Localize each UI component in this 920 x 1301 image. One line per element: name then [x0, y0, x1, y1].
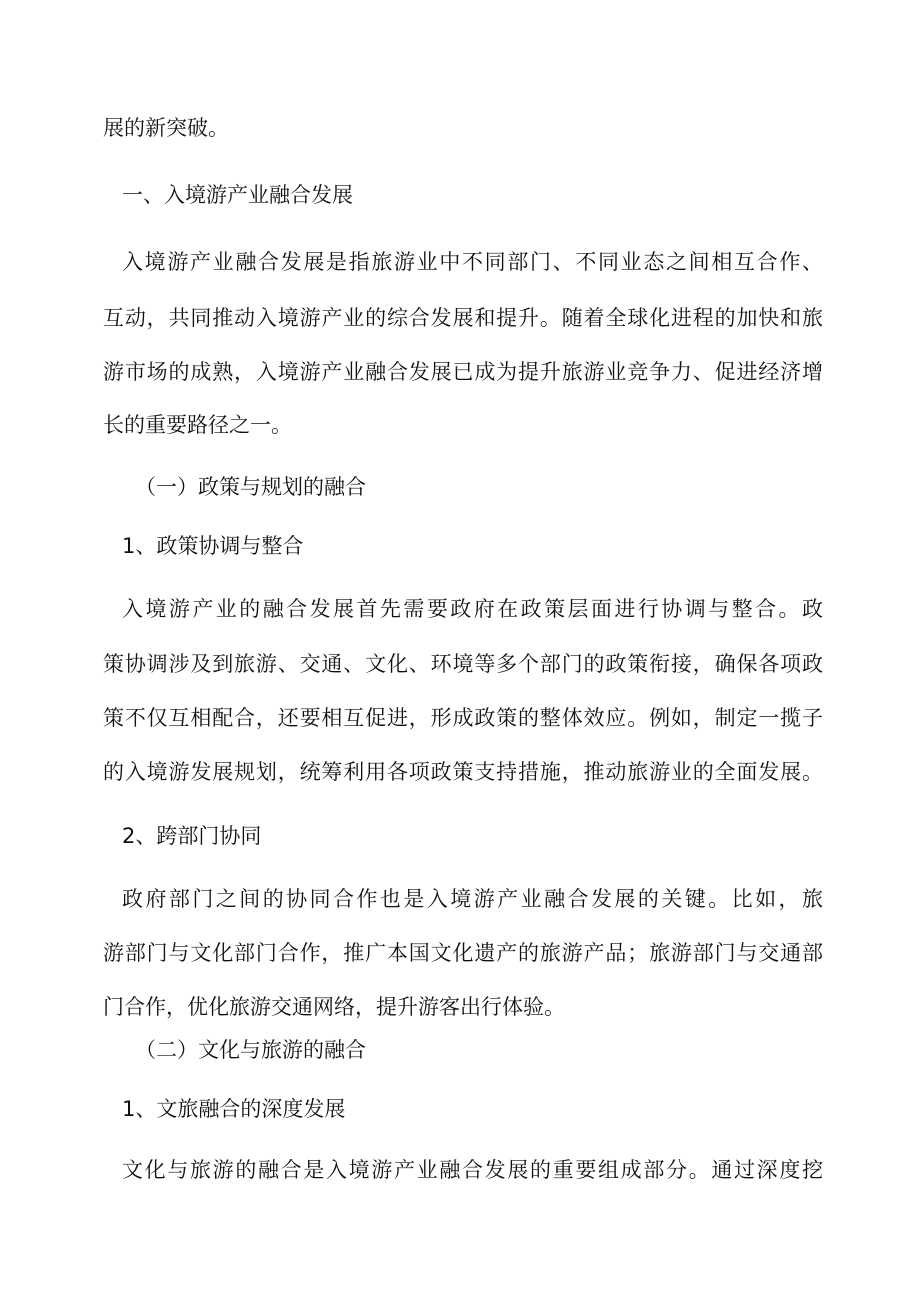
paragraph-line: 入境游产业融合发展是指旅游业中不同部门、不同业态之间相互合作、: [122, 250, 823, 274]
paragraph-line: 长的重要路径之一。: [103, 413, 292, 437]
paragraph-line: 门合作，优化旅游交通网络，提升游客出行体验。: [103, 995, 565, 1019]
paragraph-line: 策不仅互相配合，还要相互促进，形成政策的整体效应。例如，制定一揽子: [103, 706, 823, 730]
paragraph-line: 的入境游发展规划，统筹利用各项政策支持措施，推动旅游业的全面发展。: [103, 760, 823, 784]
paragraph-line: 游市场的成熟，入境游产业融合发展已成为提升旅游业竞争力、促进经济增: [103, 360, 823, 384]
section-heading: 一、入境游产业融合发展: [122, 183, 353, 207]
paragraph-line: 展的新突破。: [103, 116, 229, 140]
paragraph-line: 策协调涉及到旅游、交通、文化、环境等多个部门的政策衔接，确保各项政: [103, 652, 823, 676]
item-heading: 1、文旅融合的深度发展: [122, 1097, 346, 1121]
paragraph-line: 政府部门之间的协同合作也是入境游产业融合发展的关键。比如，旅: [122, 887, 823, 911]
subsection-heading: （一）政策与规划的融合: [135, 475, 366, 499]
paragraph-line: 入境游产业的融合发展首先需要政府在政策层面进行协调与整合。政: [122, 597, 823, 621]
subsection-heading: （二）文化与旅游的融合: [135, 1038, 366, 1062]
item-heading: 1、政策协调与整合: [122, 534, 304, 558]
paragraph-line: 文化与旅游的融合是入境游产业融合发展的重要组成部分。通过深度挖: [122, 1158, 823, 1182]
item-heading: 2、跨部门协同: [122, 824, 262, 848]
paragraph-line: 互动，共同推动入境游产业的综合发展和提升。随着全球化进程的加快和旅: [103, 306, 823, 330]
paragraph-line: 游部门与文化部门合作，推广本国文化遗产的旅游产品；旅游部门与交通部: [103, 941, 823, 965]
